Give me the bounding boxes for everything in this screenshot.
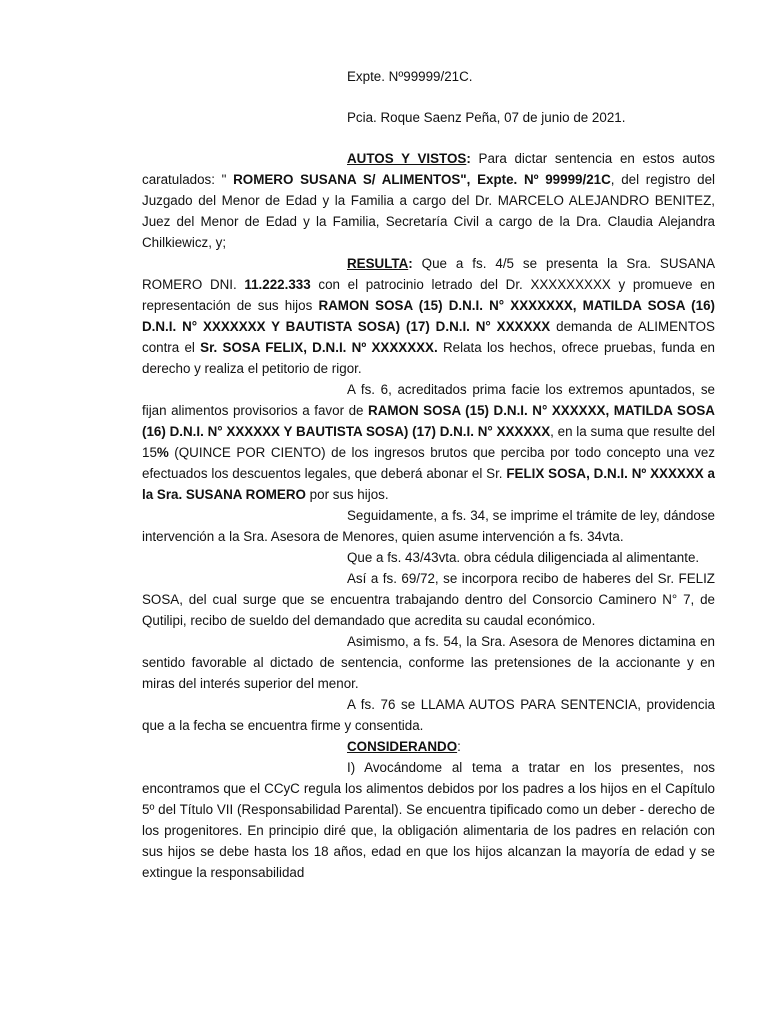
fs43-paragraph: Que a fs. 43/43vta. obra cédula diligenciada al alimentante. <box>347 550 700 565</box>
fs6-paragraph: A fs. 6, acreditados prima facie los extremos apuntados, se fijan alimentos provisorios a favor de RAMON SOSA (15) D.N.I. N° XXXXXX, MATILDA SOSA (16) D.N.I. N° XXXXXX Y BAUTISTA SOSA) (17) D.N.I. N° XXXXXX, en la suma que resulte del 15% (QUINCE POR CIENTO) de los ingresos brutos que perciba por todo concepto una vez efectuados los descuentos legales, que deberá abonar el Sr. FELIX SOSA, D.N.I. Nº XXXXXX a la Sra. SUSANA ROMERO por sus hijos. <box>142 382 715 502</box>
resulta-heading: RESULTA <box>347 256 409 271</box>
autos-heading: AUTOS Y VISTOS <box>347 151 467 166</box>
fs76-paragraph: A fs. 76 se LLAMA AUTOS PARA SENTENCIA, providencia que a la fecha se encuentra firme y consentida. <box>142 697 715 733</box>
case-number: Expte. Nº99999/21C. <box>347 69 473 84</box>
autos-paragraph: AUTOS Y VISTOS: Para dictar sentencia en estos autos caratulados: " ROMERO SUSANA S/ ALIMENTOS", Expte. Nº 99999/21C, del registro del Juzgado del Menor de Edad y la Familia a cargo del Dr. MARCELO ALEJANDRO BENITEZ, Juez del Menor de Edad y la Familia, Secretaría Civil a cargo de la Dra. Claudia Alejandra Chilkiewicz, y; <box>142 151 715 250</box>
place-date: Pcia. Roque Saenz Peña, 07 de junio de 2021. <box>347 110 626 125</box>
considerando-heading-line: CONSIDERANDO: <box>347 739 461 754</box>
fs54-paragraph: Asimismo, a fs. 54, la Sra. Asesora de Menores dictamina en sentido favorable al dictado de sentencia, conforme las pretensiones de la accionante y en miras del interés superior del menor. <box>142 634 715 691</box>
considerando-paragraph: I) Avocándome al tema a tratar en los presentes, nos encontramos que el CCyC regula los alimentos debidos por los padres a los hijos en el Capítulo 5º del Título VII (Responsabilidad Parental). Se encuentra tipificado como un deber - derecho de los progenitores. En principio diré que, la obligación alimentaria de los padres en relación con sus hijos se debe hasta los 18 años, edad en que los hijos alcanzan la mayoría de edad y se extingue la responsabilidad <box>142 760 715 880</box>
fs34-paragraph: Seguidamente, a fs. 34, se imprime el trámite de ley, dándose intervención a la Sra. Asesora de Menores, quien asume intervención a fs. 34vta. <box>142 508 715 544</box>
fs69-paragraph: Así a fs. 69/72, se incorpora recibo de haberes del Sr. FELIZ SOSA, del cual surge que se encuentra trabajando dentro del Consorcio Caminero N° 7, de Qutilipi, recibo de sueldo del demandado que acredita su caudal económico. <box>142 571 715 628</box>
document-page <box>142 66 715 883</box>
resulta-paragraph: RESULTA: Que a fs. 4/5 se presenta la Sra. SUSANA ROMERO DNI. 11.222.333 con el patrocinio letrado del Dr. XXXXXXXXX y promueve en representación de sus hijos RAMON SOSA (15) D.N.I. N° XXXXXXX, MATILDA SOSA (16) D.N.I. N° XXXXXXX Y BAUTISTA SOSA) (17) D.N.I. N° XXXXXX demanda de ALIMENTOS contra el Sr. SOSA FELIX, D.N.I. Nº XXXXXXX. Relata los hechos, ofrece pruebas, funda en derecho y realiza el petitorio de rigor. <box>142 256 716 376</box>
considerando-heading: CONSIDERANDO <box>347 739 458 754</box>
